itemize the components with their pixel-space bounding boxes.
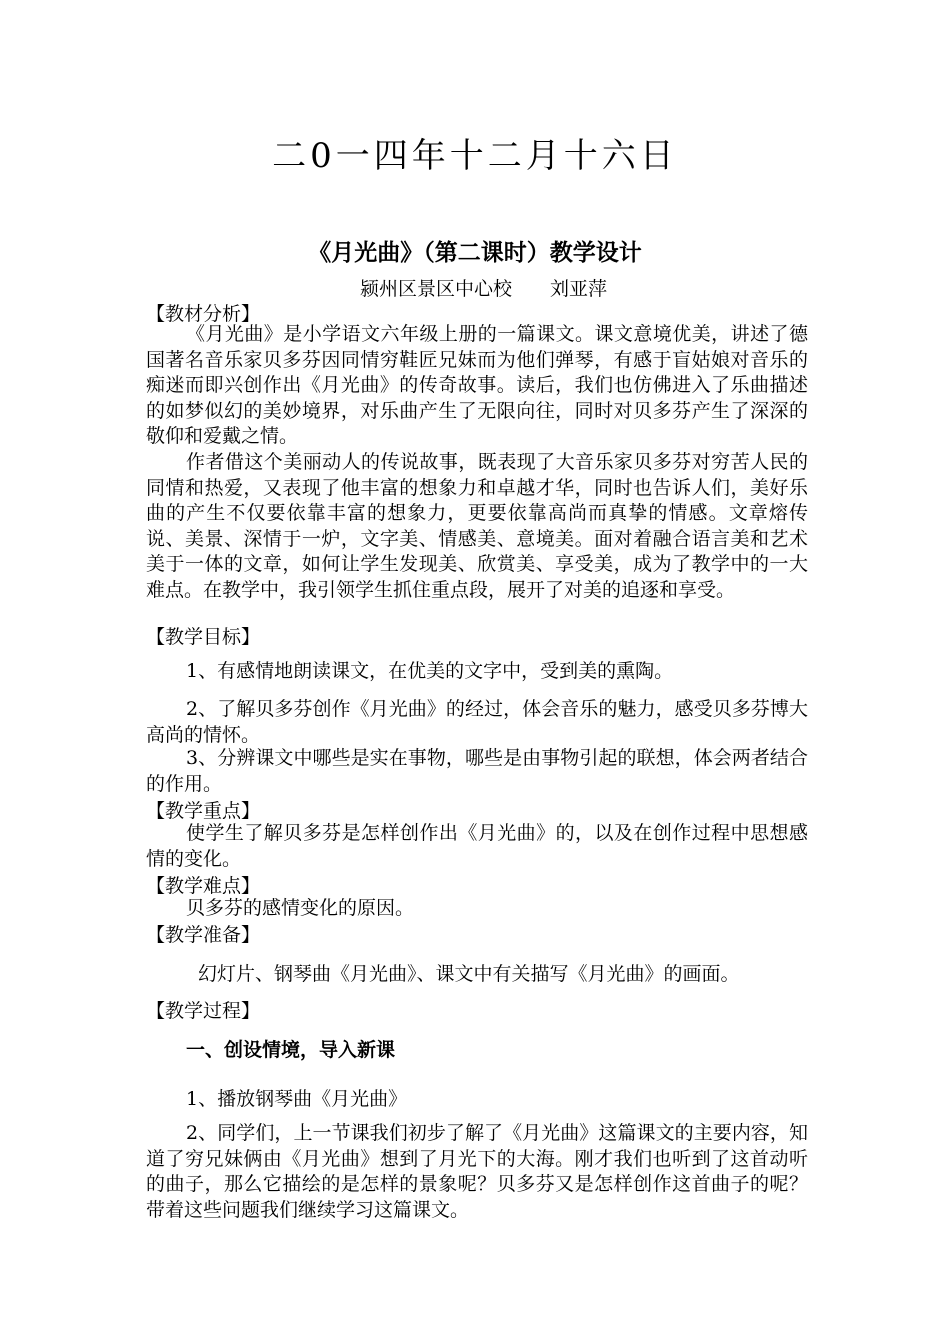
process-step-1: 1、播放钢琴曲《月光曲》 [186, 1088, 408, 1110]
prep-heading: 【教学准备】 [146, 924, 261, 946]
process-heading: 【教学过程】 [146, 1000, 261, 1022]
analysis-paragraph-2: 作者借这个美丽动人的传说故事，既表现了大音乐家贝多芬对穷苦人民的同情和热爱，又表现了他丰富的想象力和卓越才华，同时也告诉人们，美好乐曲的产生不仅要依靠丰富的想象力，更要依靠高尚而真挚的情感。文章熔传说、美景、深情于一炉，文字美、情感美、意境美。面对着融合语言美和艺术美于一体的文章，如何让学生发现美、欣赏美、享受美，成为了教学中的一大难点。在教学中，我引领学生抓住重点段，展开了对美的追逐和享受。 [146, 451, 808, 601]
goal-3: 3、分辨课文中哪些是实在事物，哪些是由事物引起的联想，体会两者结合的作用。 [146, 747, 808, 795]
key-heading: 【教学重点】 [146, 800, 261, 822]
author-name: 刘亚萍 [550, 278, 608, 300]
goal-2: 2、了解贝多芬创作《月光曲》的经过，体会音乐的魅力，感受贝多芬博大高尚的情怀。 [146, 698, 808, 746]
key-text: 使学生了解贝多芬是怎样创作出《月光曲》的，以及在创作过程中思想感情的变化。 [146, 822, 808, 870]
document-title: 《月光曲》（第二课时）教学设计 [308, 239, 642, 266]
analysis-paragraph-1: 《月光曲》是小学语文六年级上册的一篇课文。课文意境优美，讲述了德国著名音乐家贝多芬因同情穷鞋匠兄妹而为他们弹琴，有感于盲姑娘对音乐的痴迷而即兴创作出《月光曲》的传奇故事。读后，我们也仿佛进入了乐曲描述的如梦似幻的美妙境界，对乐曲产生了无限向往，同时对贝多芬产生了深深的敬仰和爱戴之情。 [146, 323, 808, 448]
author-school: 颍州区景区中心校 [360, 278, 513, 300]
author-line [360, 274, 607, 301]
process-step-2: 2、同学们，上一节课我们初步了解了《月光曲》这篇课文的主要内容，知道了穷兄妹俩由《月光曲》想到了月光下的大海。刚才我们也听到了这首动听的曲子，那么它描绘的是怎样的景象呢？贝多芬又是怎样创作这首曲子的呢？带着这些问题我们继续学习这篇课文。 [146, 1122, 808, 1221]
prep-text: 幻灯片、钢琴曲《月光曲》、课文中有关描写《月光曲》的画面。 [198, 963, 740, 985]
analysis-heading: 【教材分析】 [146, 303, 261, 325]
goals-heading: 【教学目标】 [146, 626, 261, 648]
goal-1: 1、有感情地朗读课文，在优美的文字中，受到美的熏陶。 [186, 660, 674, 682]
process-section-1: 一、创设情境，导入新课 [186, 1039, 396, 1061]
difficulty-heading: 【教学难点】 [146, 875, 261, 897]
document-date: 二0一四年十二月十六日 [272, 136, 678, 176]
difficulty-text: 贝多芬的感情变化的原因。 [186, 897, 415, 919]
